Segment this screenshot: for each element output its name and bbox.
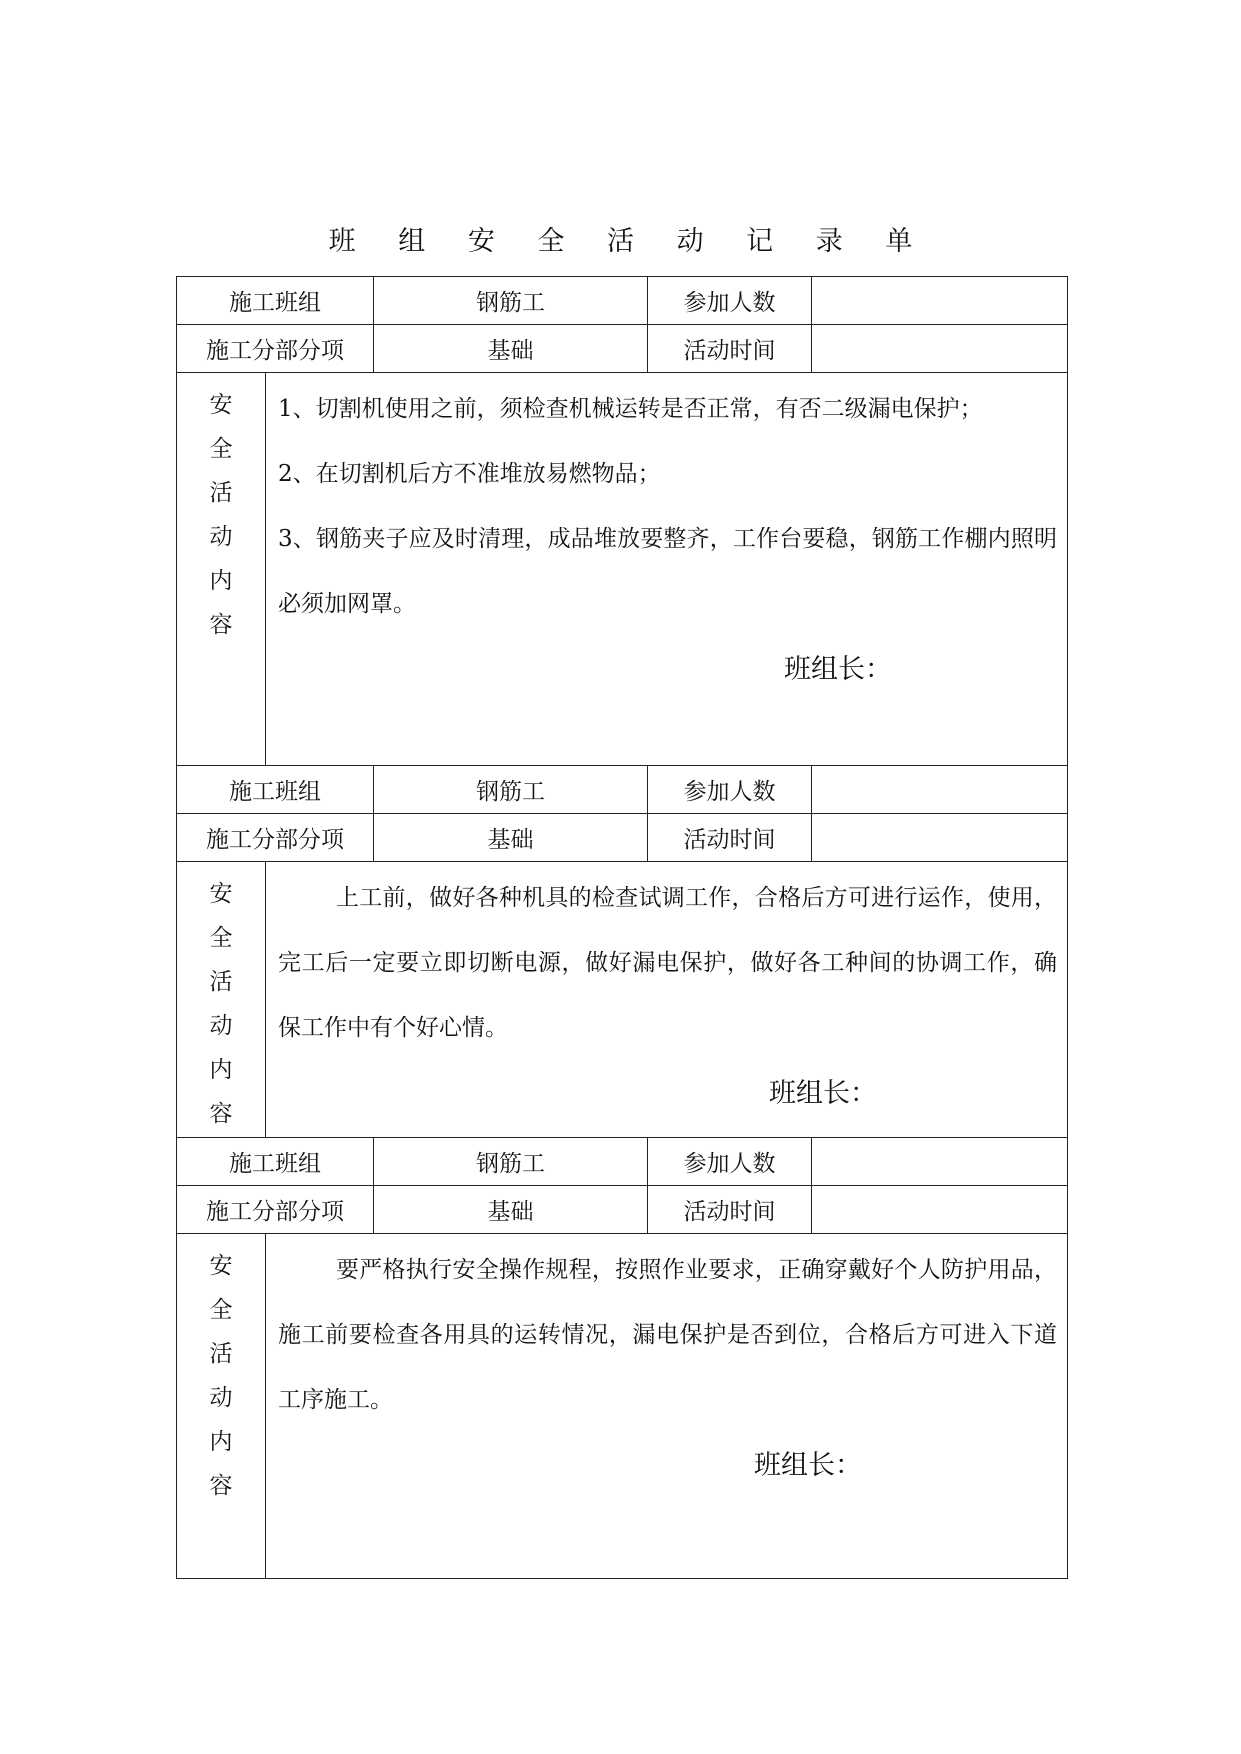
record-2-row-content (177, 862, 1068, 1138)
record-3-row-section (177, 1186, 1068, 1234)
participants-value[interactable] (812, 277, 1068, 325)
team-label: 施工班组 (177, 766, 374, 814)
activity-content (266, 862, 1068, 1138)
leader-signature: 班组长： (784, 654, 892, 685)
section-label: 施工分部分项 (177, 814, 374, 862)
participants-value[interactable] (812, 766, 1068, 814)
record-2-row-section (177, 814, 1068, 862)
time-value[interactable] (812, 325, 1068, 373)
record-2-row-team (177, 766, 1068, 814)
content-paragraph: 要严格执行安全操作规程，按照作业要求，正确穿戴好个人防护用品，施工前要检查各用具的运转情况，漏电保护是否到位，合格后方可进入下道工序施工。 (278, 1257, 1057, 1413)
team-label: 施工班组 (177, 1138, 374, 1186)
participants-value[interactable] (812, 1138, 1068, 1186)
content-label: 安 全 活 动 内 容 (177, 1234, 266, 1579)
participants-label: 参加人数 (648, 1138, 812, 1186)
team-value: 钢筋工 (374, 1138, 648, 1186)
record-3-row-content (177, 1234, 1068, 1579)
leader-signature: 班组长： (769, 1078, 877, 1109)
record-1-row-content (177, 373, 1068, 766)
activity-record-table (176, 276, 1068, 1579)
content-paragraph: 2、在切割机后方不准堆放易燃物品； (278, 461, 661, 487)
section-label: 施工分部分项 (177, 325, 374, 373)
section-label: 施工分部分项 (177, 1186, 374, 1234)
activity-content (266, 373, 1068, 766)
record-1-row-section (177, 325, 1068, 373)
participants-label: 参加人数 (648, 766, 812, 814)
content-label: 安 全 活 动 内 容 (177, 373, 266, 766)
section-value: 基础 (374, 814, 648, 862)
participants-label: 参加人数 (648, 277, 812, 325)
team-value: 钢筋工 (374, 766, 648, 814)
section-value: 基础 (374, 325, 648, 373)
team-label: 施工班组 (177, 277, 374, 325)
record-1-row-team (177, 277, 1068, 325)
content-label: 安 全 活 动 内 容 (177, 862, 266, 1138)
activity-content (266, 1234, 1068, 1579)
content-paragraph: 1、切割机使用之前，须检查机械运转是否正常，有否二级漏电保护； (278, 396, 983, 422)
content-paragraph: 上工前，做好各种机具的检查试调工作，合格后方可进行运作，使用，完工后一定要立即切断电源，做好漏电保护，做好各工种间的协调工作，确保工作中有个好心情。 (278, 885, 1057, 1041)
leader-signature: 班组长： (754, 1450, 862, 1481)
record-3-row-team (177, 1138, 1068, 1186)
time-label: 活动时间 (648, 325, 812, 373)
content-paragraph: 3、钢筋夹子应及时清理，成品堆放要整齐，工作台要稳，钢筋工作棚内照明必须加网罩。 (278, 526, 1057, 617)
team-value: 钢筋工 (374, 277, 648, 325)
form-title: 班 组 安 全 活 动 记 录 单 (328, 226, 930, 257)
time-label: 活动时间 (648, 814, 812, 862)
time-label: 活动时间 (648, 1186, 812, 1234)
time-value[interactable] (812, 814, 1068, 862)
time-value[interactable] (812, 1186, 1068, 1234)
section-value: 基础 (374, 1186, 648, 1234)
